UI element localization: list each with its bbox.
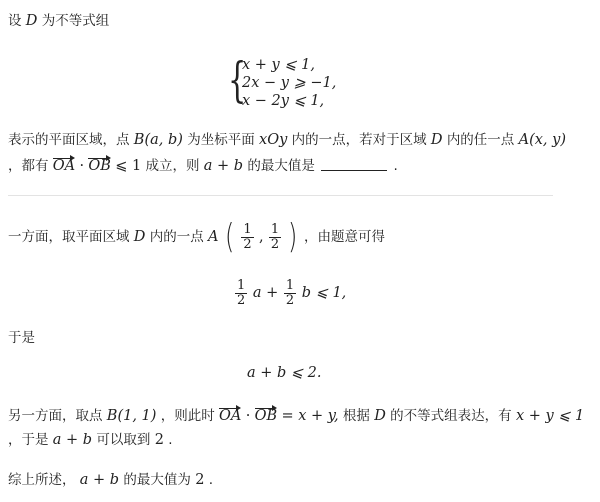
inequality-2: 2x − y ⩾ −1, (242, 75, 337, 91)
vector-oa-2: OA (219, 408, 242, 424)
left-brace: { (228, 52, 247, 108)
answer-blank (321, 158, 387, 171)
equation-1: $\frac{1}{2}$ a + $\frac{1}{2}$ b ⩽ 1, (237, 277, 347, 308)
solution-conclusion: 综上所述， a + b 的最大值为 2 . (8, 472, 214, 488)
fraction-x: $\frac{1}{2}$ (243, 221, 252, 252)
problem-line-2: ，都有 OA · OB ⩽ 1 成立，则 a + b 的最大值是 . (8, 158, 398, 174)
equation-2: a + b ⩽ 2. (247, 365, 322, 381)
solution-step-4: ，于是 a + b 可以取到 2 . (8, 432, 173, 448)
fraction-y: $\frac{1}{2}$ (270, 221, 280, 252)
vector-ob-2: OB (254, 408, 278, 424)
section-divider (8, 195, 553, 196)
vector-oa: OA (52, 158, 76, 174)
solution-step-1: 一方面，取平面区域 D 内的一点 A ( $\frac{1}{2}$ , $\frac{1}{2}$ ) ，由题意可得 (8, 217, 385, 257)
problem-intro: 设 D 为不等式组 (8, 13, 110, 29)
problem-line-1: 表示的平面区域，点 B(a, b) 为坐标平面 xOy 内的一点，若对于区域 D 内的任一点 A(x, y) (8, 132, 566, 148)
vector-ob: OB (88, 158, 111, 174)
inequality-3: x − 2y ⩽ 1, (242, 93, 325, 109)
solution-step-2: 于是 (8, 330, 35, 346)
inequality-1: x + y ⩽ 1, (242, 57, 315, 73)
solution-step-3: 另一方面，取点 B(1, 1) ，则此时 OA · OB = x + y, 根据 D 的不等式组表达，有 x + y ⩽ 1 (8, 408, 585, 424)
